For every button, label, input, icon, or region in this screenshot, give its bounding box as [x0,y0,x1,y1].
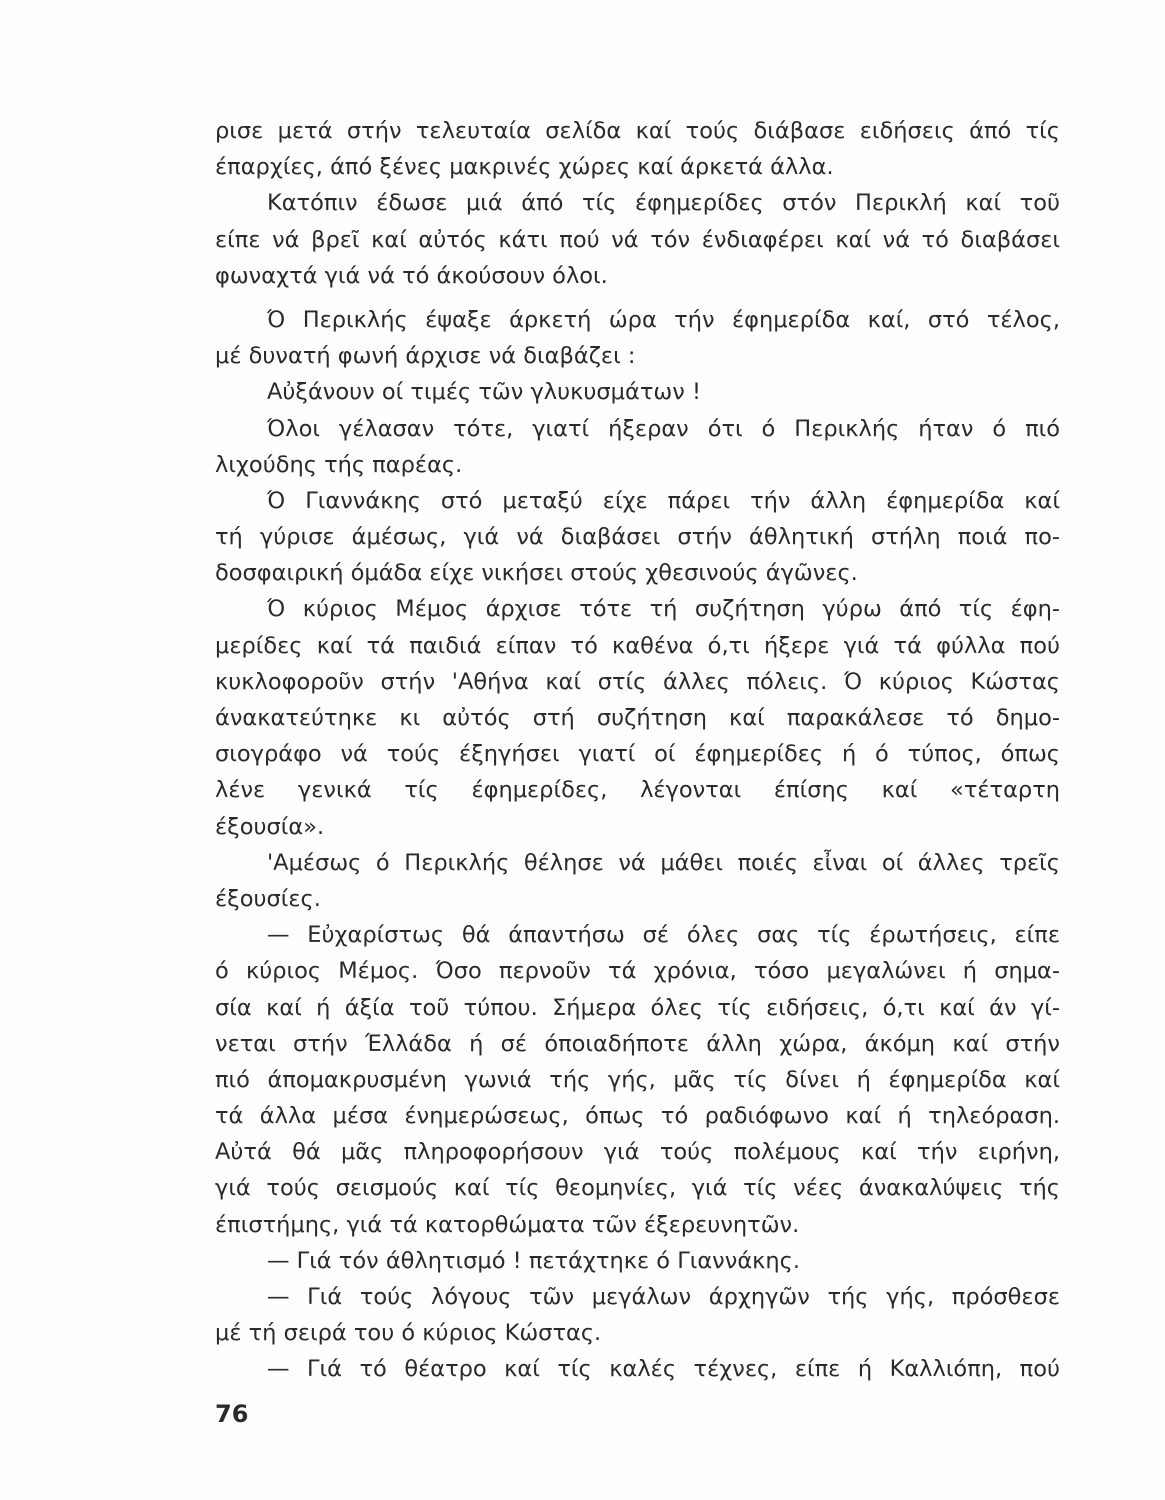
text-line: δοσφαιρική όμάδα είχε νικήσει στούς χθεσινούς άγῶνες. [215,560,858,587]
text-line: ρισε μετά στήν τελευταία σελίδα καί τούς διάβασε ειδήσεις άπό τίς [215,118,1060,144]
text-line: έπαρχίες, άπό ξένες μακρινές χώρες καί άρκετά άλλα. [215,154,834,181]
text-line: έπιστήμης, γιά τά κατορθώματα τῶν έξερευνητῶν. [215,1211,800,1238]
text-line: πιό άπομακρυσμένη γωνιά τής γής, μᾶς τίς δίνει ή έφημερίδα καί [215,1066,1060,1093]
paragraph-gap [215,294,1060,302]
text-line: μέ δυνατή φωνή άρχισε νά διαβάζει : [215,343,636,370]
page-number: 76 [215,1400,249,1428]
text-line: λένε γενικά τίς έφημερίδες, λέγονται έπίσης καί «τέταρτη [215,777,1060,804]
text-line: Κατόπιν έδωσε μιά άπό τίς έφημερίδες στόν Περικλή καί τοῦ [267,190,1060,217]
text-line: νεται στήν Έλλάδα ή σέ όποιαδήποτε άλλη χώρα, άκόμη καί στήν [215,1030,1060,1057]
text-line: Αὐξάνουν οί τιμές τῶν γλυκυσμάτων ! [267,379,701,406]
body-text [215,113,1060,1388]
text-line: Ό Γιαννάκης στό μεταξύ είχε πάρει τήν άλλη έφημερίδα καί [267,487,1060,514]
text-line: έξουσίες. [215,885,321,912]
text-line: μερίδες καί τά παιδιά είπαν τό καθένα ό,τι ήξερε γιά τά φύλλα πού [215,632,1060,659]
text-line: κυκλοφοροῦν στήν 'Αθήνα καί στίς άλλες πόλεις. Ό κύριος Κώστας [215,668,1060,695]
text-line: λιχούδης τής παρέας. [215,451,463,478]
text-line: σία καί ή άξία τοῦ τύπου. Σήμερα όλες τίς ειδήσεις, ό,τι καί άν γί- [215,994,1060,1021]
text-line: τή γύρισε άμέσως, γιά νά διαβάσει στήν άθλητική στήλη ποιά πο- [215,524,1060,551]
text-line: άνακατεύτηκε κι αὐτός στή συζήτηση καί παρακάλεσε τό δημο- [215,705,1060,731]
text-line: έξουσία». [215,813,325,840]
text-line: Αὐτά θά μᾶς πληροφορήσουν γιά τούς πολέμους καί τήν ειρήνη, [215,1139,1060,1166]
text-line: σιογράφο νά τούς έξηγήσει γιατί οί έφημερίδες ή ό τύπος, όπως [215,741,1060,768]
text-line: — Γιά τόν άθλητισμό ! πετάχτηκε ό Γιαννάκης. [267,1247,801,1274]
text-line: 'Αμέσως ό Περικλής θέλησε νά μάθει ποιές εἶναι οί άλλες τρεῖς [267,849,1060,876]
text-line: — Γιά τό θέατρο καί τίς καλές τέχνες, είπε ή Καλλιόπη, πού [267,1356,1060,1383]
text-line: — Εὐχαρίστως θά άπαντήσω σέ όλες σας τίς έρωτήσεις, είπε [267,922,1060,949]
text-line: Όλοι γέλασαν τότε, γιατί ήξεραν ότι ό Περικλής ήταν ό πιό [267,415,1060,442]
text-line: είπε νά βρεῖ καί αὐτός κάτι πού νά τόν ένδιαφέρει καί νά τό διαβάσει [215,226,1060,253]
text-line: γιά τούς σεισμούς καί τίς θεομηνίες, γιά τίς νέες άνακαλύψεις τής [215,1175,1060,1202]
text-line: Ό Περικλής έψαξε άρκετή ώρα τήν έφημερίδα καί, στό τέλος, [267,306,1060,333]
text-line: ό κύριος Μέμος. Όσο περνοῦν τά χρόνια, τόσο μεγαλώνει ή σημα- [215,958,1060,985]
text-line: Ό κύριος Μέμος άρχισε τότε τή συζήτηση γύρω άπό τίς έφη- [267,596,1060,623]
text-line: — Γιά τούς λόγους τῶν μεγάλων άρχηγῶν τής γής, πρόσθεσε [267,1284,1060,1310]
text-line: μέ τή σειρά του ό κύριος Κώστας. [215,1320,602,1347]
text-line: φωναχτά γιά νά τό άκούσουν όλοι. [215,262,608,289]
text-line: τά άλλα μέσα ένημερώσεως, όπως τό ραδιόφωνο καί ή τηλεόραση. [215,1103,1060,1130]
